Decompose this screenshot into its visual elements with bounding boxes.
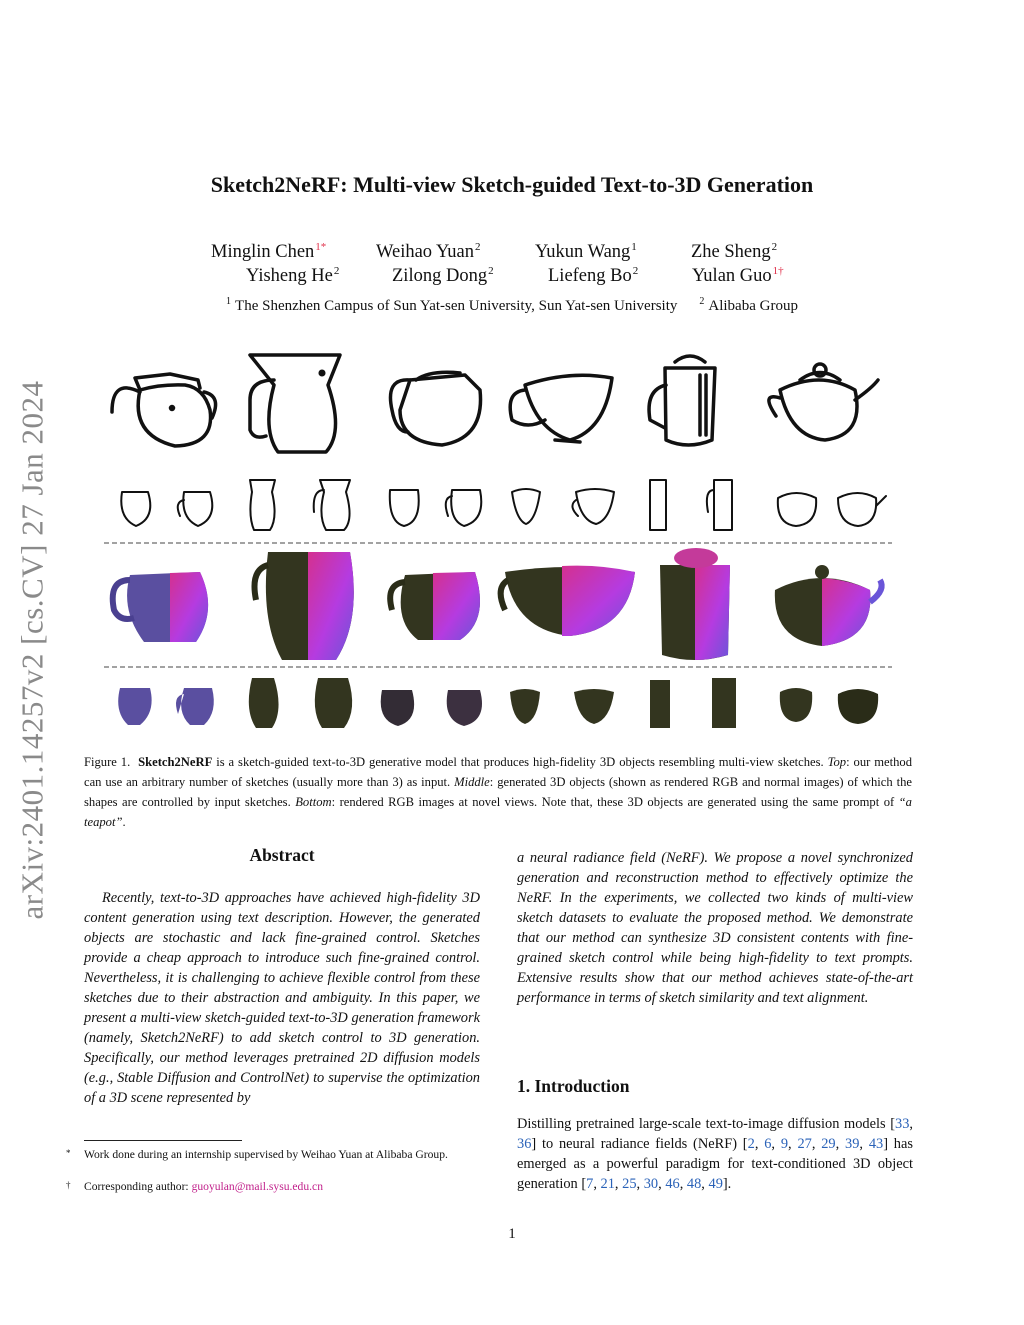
- citation-link[interactable]: 29: [821, 1136, 836, 1152]
- footnote-rule: [84, 1140, 242, 1141]
- abstract-text-continued: a neural radiance field (NeRF). We propose a novel synchronized generation and reconstruction method to effectively optimize the NeRF. In the experiments, we collected two kinds of multi-view sketch datasets to evaluate the proposed method. We demonstrate that our method can synthesize 3D consistent contents with fine-grained sketch control while being high-fidelity to text prompts. Extensive results show that our method achieves state-of-the-art performance in terms of sketch similarity and text alignment.: [517, 850, 913, 1006]
- small-sketch-6: [446, 490, 482, 526]
- author: Liefeng Bo$^2$: [548, 265, 639, 286]
- author: Zilong Dong$^2$: [392, 265, 494, 286]
- render-teapot-1: [113, 572, 208, 642]
- small-sketch-8: [572, 489, 614, 524]
- citation-link[interactable]: 2: [747, 1136, 755, 1152]
- render-teapot-6: [775, 565, 882, 646]
- novel-view-10: [712, 678, 736, 728]
- author: Yukun Wang$^1$: [535, 241, 637, 262]
- citation-link[interactable]: 39: [845, 1136, 860, 1152]
- novel-view-6: [447, 690, 482, 726]
- novel-view-12: [838, 689, 888, 724]
- sketch-teapot-2: [250, 355, 340, 452]
- email-link[interactable]: guoyulan@mail.sysu.edu.cn: [191, 1180, 323, 1193]
- author: Zhe Sheng$^2$: [691, 241, 778, 262]
- render-teapot-4: [501, 566, 635, 636]
- arxiv-stamp: [12, 360, 54, 940]
- footnote-internship: * Work done during an internship supervised by Weihao Yuan at Alibaba Group.: [66, 1148, 448, 1161]
- sketch-teapot-1: [112, 374, 216, 446]
- paper-title: Sketch2NeRF: Multi-view Sketch-guided Text-to-3D Generation: [210, 172, 814, 197]
- small-sketch-10: [707, 480, 732, 530]
- novel-view-9: [650, 680, 670, 728]
- citation-link[interactable]: 33: [895, 1116, 910, 1132]
- novel-view-8: [574, 689, 614, 724]
- author: Weihao Yuan$^2$: [376, 241, 481, 262]
- small-sketch-12: [838, 493, 886, 526]
- render-teapot-3: [390, 572, 480, 640]
- abstract-text: Recently, text-to-3D approaches have achieved high-fidelity 3D content generation using text description. However, the generated objects are stochastic and lack fine-grained control. Sketches provide a cheap approach to introduce such fine-grained control. Nevertheless, it is challenging to achieve flexible control from these sketches due to their abstraction and ambiguity. In this paper, we present a multi-view sketch-guided text-to-3D generation framework (namely, Sketch2NeRF) to add sketch control to 3D generation. Specifically, our method leverages pretrained 2D diffusion models (e.g., Stable Diffusion and ControlNet) to supervise the optimization of a 3D scene represented by: [84, 890, 480, 1106]
- citation-link[interactable]: 46: [665, 1176, 680, 1192]
- citation-link[interactable]: 43: [868, 1136, 884, 1152]
- small-sketch-9: [650, 480, 666, 530]
- novel-view-11: [780, 688, 812, 722]
- citation-link[interactable]: 36: [517, 1136, 532, 1152]
- novel-view-4: [315, 678, 352, 728]
- novel-view-5: [381, 690, 414, 726]
- small-sketch-11: [778, 493, 816, 526]
- introduction-text: Distilling pretrained large-scale text-to-image diffusion models [33, 36] to neural radiance fields (NeRF) [2, 6, 9, 27, 29, 39, 43] has emerged as a powerful paradigm for text-conditioned 3D object generation [7, 21, 25, 30, 46, 48, 49].: [517, 1116, 913, 1192]
- sketch-teapot-4: [510, 375, 612, 442]
- section-heading-introduction: 1. Introduction: [517, 1076, 630, 1096]
- citation-link[interactable]: 21: [600, 1176, 615, 1192]
- sketch-teapot-6: [769, 364, 878, 440]
- novel-view-7: [510, 689, 540, 724]
- citation-link[interactable]: 9: [780, 1136, 789, 1152]
- novel-view-3: [249, 678, 279, 728]
- abstract-heading: Abstract: [249, 845, 315, 865]
- figure-teapots: [100, 340, 900, 750]
- sketch-teapot-3: [390, 372, 480, 445]
- novel-view-2: [176, 688, 214, 725]
- novel-view-1: [118, 688, 151, 725]
- figure-caption: Figure 1. Sketch2NeRF is a sketch-guided text-to-3D generative model that produces high-fidelity 3D objects resembling multi-view sketches. Top: our method can use an arbitrary number of sketches (usually more than 3) as input. Middle: generated 3D objects (shown as rendered RGB and normal images) of which the shapes are controlled by input sketches. Bottom: rendered RGB images at novel views. Note that, these 3D objects are generated using the same prompt of “a teapot”.: [84, 755, 913, 829]
- small-sketch-4: [314, 480, 350, 530]
- small-sketch-7: [512, 489, 540, 524]
- footnote-corresponding: † Corresponding author: guoyulan@mail.sysu.edu.cn: [66, 1180, 323, 1193]
- render-teapot-5: [660, 548, 730, 660]
- sketch-teapot-5: [649, 356, 715, 445]
- citation-link[interactable]: 49: [708, 1176, 723, 1192]
- author: Yisheng He$^2$: [246, 265, 340, 286]
- arxiv-stamp-text: arXiv:2401.14257v2 [cs.CV] 27 Jan 2024: [15, 380, 50, 920]
- author: Minglin Chen$^{1*}$: [211, 241, 327, 262]
- citation-link[interactable]: 30: [643, 1176, 659, 1192]
- render-teapot-2: [255, 552, 354, 660]
- citation-link[interactable]: 48: [686, 1176, 702, 1192]
- small-sketch-5: [390, 490, 419, 526]
- small-sketch-2: [178, 492, 213, 526]
- citation-link[interactable]: 27: [797, 1136, 812, 1152]
- citation-link[interactable]: 6: [764, 1136, 772, 1152]
- small-sketch-3: [250, 480, 275, 530]
- citation-link[interactable]: 25: [622, 1176, 637, 1192]
- citation-link[interactable]: 7: [586, 1176, 594, 1192]
- page-number: 1: [508, 1226, 516, 1242]
- affiliations: $^1$ The Shenzhen Campus of Sun Yat-sen University, Sun Yat-sen University $^2$ Alibaba Group: [226, 296, 798, 314]
- author: Yulan Guo$^{1\dagger}$: [692, 265, 784, 286]
- small-sketch-1: [121, 492, 150, 526]
